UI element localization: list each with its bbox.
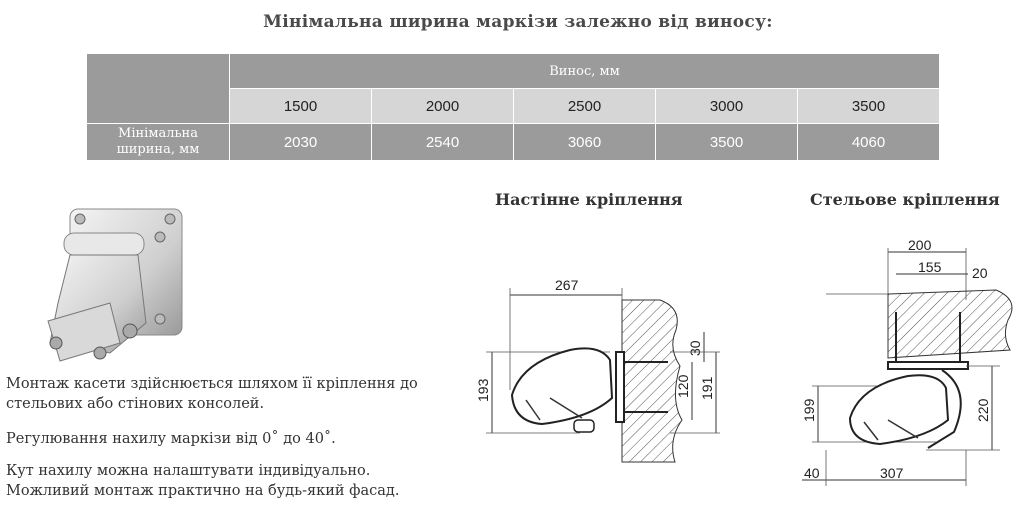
extension-cell: 2500 [514,89,656,124]
ceiling-mount-drawing [796,240,1016,490]
wall-dim-e: 191 [699,376,715,400]
width-cell: 2030 [230,124,372,161]
min-width-table [86,53,940,161]
wall-mount-drawing [470,270,730,470]
extension-cell: 3000 [656,89,798,124]
ceiling-dim-c: 20 [972,265,988,281]
ceiling-dim-a: 200 [908,240,932,253]
page-title: Мінімальна ширина маркізи залежно від виносу: [263,12,773,32]
wall-mount-title: Настінне кріплення [495,190,683,209]
row-label [87,124,230,161]
table-row-widths [87,124,940,161]
row-label-line2: ширина, мм [116,142,200,157]
row-label-line1: Мінімальна [118,126,198,141]
ceiling-dim-b: 155 [918,259,942,275]
table-header-extension: Винос, мм [230,54,940,89]
ceiling-mount-title: Стельове кріплення [810,190,1000,209]
extension-cell: 3500 [798,89,940,124]
width-cell: 3500 [656,124,798,161]
wall-dim-c: 120 [675,374,691,398]
ceiling-dim-f: 40 [804,465,820,481]
extension-cell: 2000 [372,89,514,124]
wall-dim-a: 267 [555,277,579,293]
wall-dim-b: 193 [475,378,491,402]
description-1: Монтаж касети здійснюється шляхом її кріплення до стельових або стінових консолей. [6,376,418,412]
extension-cell: 1500 [230,89,372,124]
description-2: Регулювання нахилу маркізи від 0˚ до 40˚. [6,431,336,447]
ceiling-dim-g: 307 [880,465,904,481]
bracket-photo [30,203,190,368]
ceiling-dim-e: 220 [975,398,991,422]
width-cell: 4060 [798,124,940,161]
width-cell: 3060 [514,124,656,161]
wall-dim-d: 30 [687,340,703,356]
table-corner [87,54,230,124]
width-cell: 2540 [372,124,514,161]
ceiling-dim-d: 199 [801,398,817,422]
description-3: Кут нахилу можна налаштувати індивідуально. Можливий монтаж практично на будь-який фасад. [6,463,400,499]
